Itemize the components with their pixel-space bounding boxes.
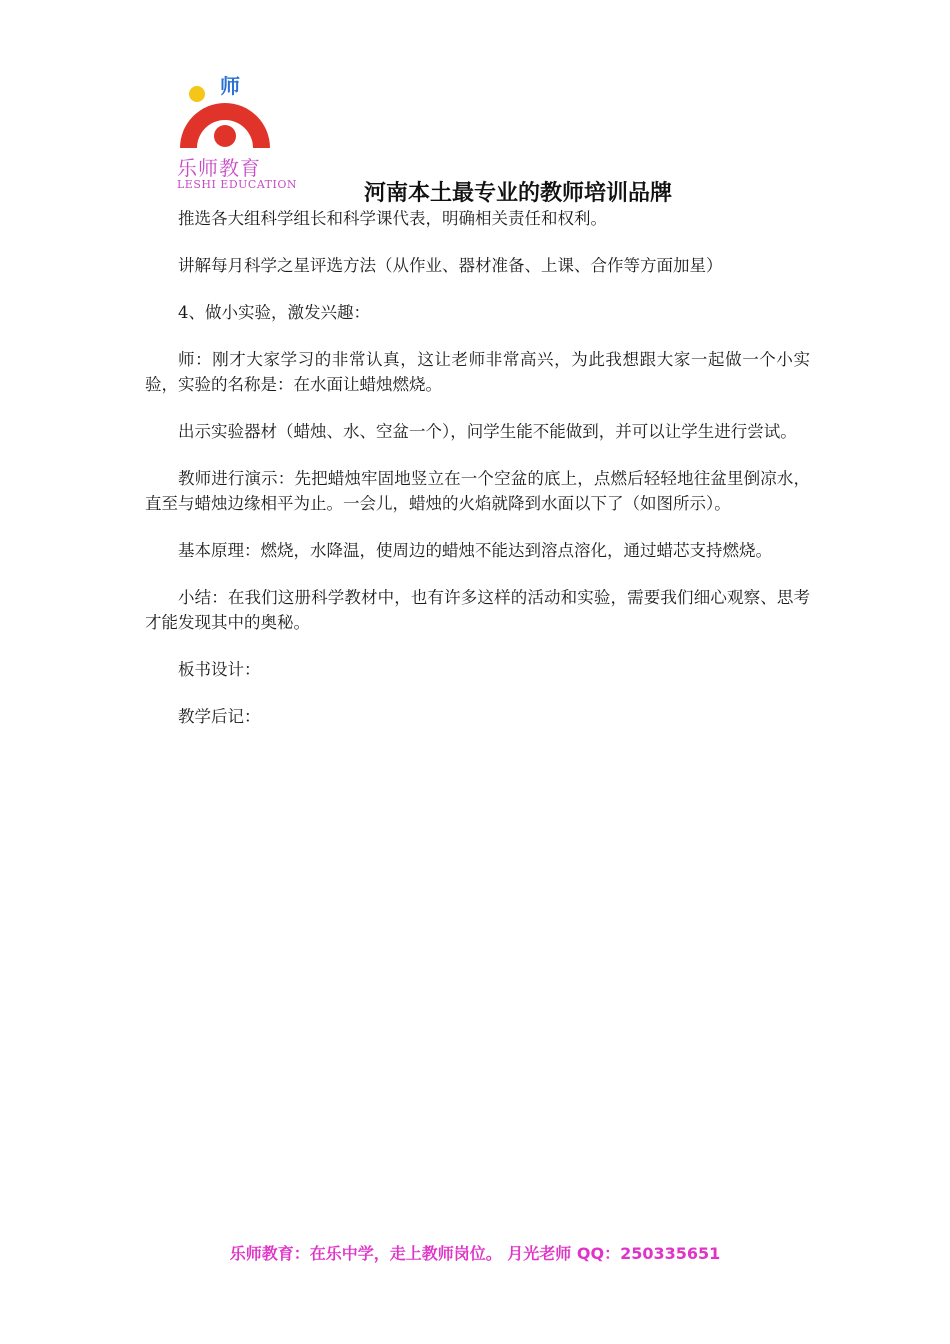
- logo-name-en: LESHI EDUCATION: [177, 178, 298, 191]
- footer-text: 乐师教育：在乐中学，走上教师岗位。 月光老师 QQ：250335651: [229, 1244, 721, 1263]
- paragraph: 板书设计：: [178, 660, 261, 679]
- header-title: 河南本土最专业的教师培训品牌: [364, 180, 673, 206]
- paragraph: 教师进行演示：先把蜡烛牢固地竖立在一个空盆的底上，点燃后轻轻地往盆里倒凉水，直至与蜡烛边缘相平为止。一会儿，蜡烛的火焰就降到水面以下了（如图所示）。: [145, 469, 810, 513]
- logo-head-icon: [214, 125, 236, 147]
- paragraph: 出示实验器材（蜡烛、水、空盆一个），问学生能不能做到，并可以让学生进行尝试。: [178, 422, 797, 441]
- paragraph: 基本原理：燃烧，水降温，使周边的蜡烛不能达到溶点溶化，通过蜡芯支持燃烧。: [178, 541, 772, 560]
- logo-name-cn: 乐师教育: [177, 156, 261, 180]
- paragraph: 推选各大组科学组长和科学课代表，明确相关责任和权利。: [178, 209, 607, 228]
- paragraph: 师：刚才大家学习的非常认真，这让老师非常高兴，为此我想跟大家一起做一个小实验，实验的名称是：在水面让蜡烛燃烧。: [145, 350, 810, 394]
- document-body: [145, 206, 810, 751]
- paragraph: 4、做小实验，激发兴趣：: [178, 303, 370, 322]
- paragraph: 教学后记：: [178, 707, 261, 726]
- logo: [175, 70, 298, 195]
- logo-glyph: 师: [220, 74, 240, 98]
- paragraph: 讲解每月科学之星评选方法（从作业、器材准备、上课、合作等方面加星）: [178, 256, 723, 275]
- paragraph: 小结：在我们这册科学教材中，也有许多这样的活动和实验，需要我们细心观察、思考才能发现其中的奥秘。: [145, 588, 810, 632]
- logo-dot-icon: [189, 86, 205, 102]
